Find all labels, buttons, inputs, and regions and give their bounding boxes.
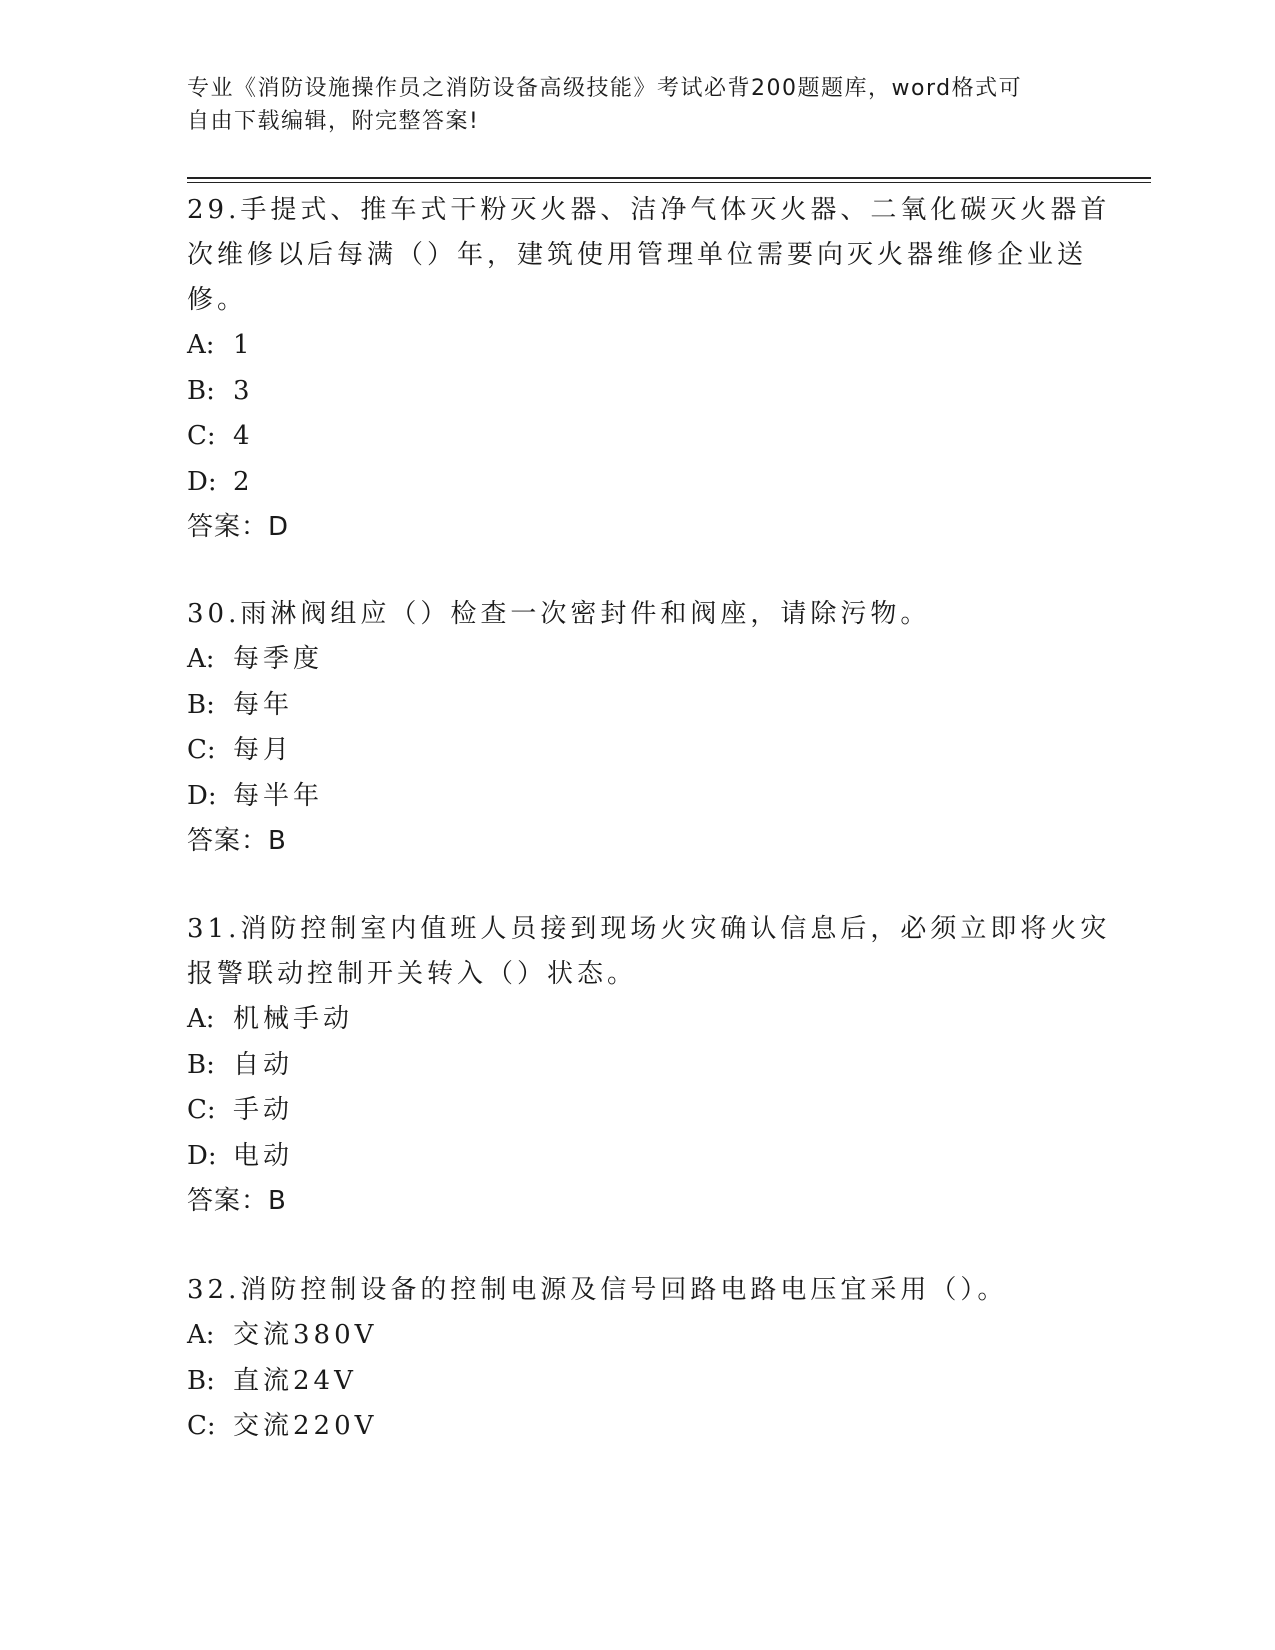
option-c [187, 1404, 1087, 1450]
option-a [187, 1313, 1087, 1359]
option-letter: B: [187, 1049, 215, 1080]
question-text-line: 29.手提式、推车式干粉灭火器、洁净气体灭火器、二氧化碳灭火器首 [187, 195, 1111, 225]
option-letter: C: [187, 735, 216, 765]
option-letter: D: [187, 780, 217, 811]
option-letter: D: [187, 1140, 217, 1171]
option-letter: C: [187, 1095, 216, 1125]
answer-line: 答案：B [187, 826, 287, 856]
option-text: 交流380V [233, 1320, 378, 1350]
option-text: 手动 [233, 1095, 294, 1125]
question-text-line: 次维修以后每满（）年，建筑使用管理单位需要向灭火器维修企业送 [187, 240, 1088, 270]
question-text-line: 32.消防控制设备的控制电源及信号回路电路电压宜采用（）。 [187, 1275, 1008, 1305]
question-32 [187, 1268, 1087, 1450]
option-b [187, 1043, 1087, 1089]
option-text: 每季度 [233, 644, 324, 674]
option-c [187, 1088, 1087, 1134]
option-a [187, 637, 1087, 683]
document-header [187, 72, 1087, 138]
option-c [187, 414, 1087, 460]
option-letter: B: [187, 689, 215, 720]
option-text: 机械手动 [233, 1004, 354, 1034]
option-letter: C: [187, 421, 216, 451]
option-d [187, 774, 1087, 820]
header-divider-thick [187, 177, 1151, 179]
answer-line: 答案：B [187, 1186, 287, 1216]
option-text: 交流220V [233, 1411, 378, 1441]
option-text: 直流24V [233, 1365, 357, 1396]
option-letter: A: [187, 1004, 215, 1034]
option-b [187, 369, 1087, 415]
option-d [187, 460, 1087, 506]
option-b [187, 683, 1087, 729]
option-d [187, 1134, 1087, 1180]
question-text-line: 报警联动控制开关转入（）状态。 [187, 959, 638, 989]
option-c [187, 728, 1087, 774]
answer-line: 答案：D [187, 512, 290, 542]
option-a [187, 997, 1087, 1043]
option-text: 每月 [233, 735, 294, 765]
question-text-line: 31.消防控制室内值班人员接到现场火灾确认信息后，必须立即将火灾 [187, 914, 1111, 944]
option-letter: D: [187, 466, 217, 497]
option-letter: B: [187, 375, 215, 406]
option-text: 2 [233, 466, 254, 497]
option-text: 每年 [233, 689, 294, 720]
option-text: 每半年 [233, 780, 324, 811]
option-b [187, 1359, 1087, 1405]
option-letter: A: [187, 1320, 215, 1350]
option-a [187, 323, 1087, 369]
option-letter: A: [187, 644, 215, 674]
option-text: 电动 [233, 1140, 294, 1171]
question-31 [187, 907, 1111, 1224]
question-text-line: 30.雨淋阀组应（）检查一次密封件和阀座，请除污物。 [187, 599, 931, 629]
question-30 [187, 592, 1087, 864]
option-letter: B: [187, 1365, 215, 1396]
header-divider-thin [187, 182, 1151, 183]
option-text: 自动 [233, 1049, 294, 1080]
option-text: 3 [233, 375, 254, 406]
question-text-line: 修。 [187, 285, 248, 315]
option-text: 4 [233, 421, 254, 451]
option-letter: C: [187, 1411, 216, 1441]
option-text: 1 [233, 330, 254, 360]
question-29 [187, 188, 1111, 550]
header-line-2: 自由下载编辑，附完整答案! [187, 109, 480, 134]
header-line-1: 专业《消防设施操作员之消防设备高级技能》考试必背200题题库，word格式可 [187, 76, 1023, 101]
option-letter: A: [187, 330, 215, 360]
